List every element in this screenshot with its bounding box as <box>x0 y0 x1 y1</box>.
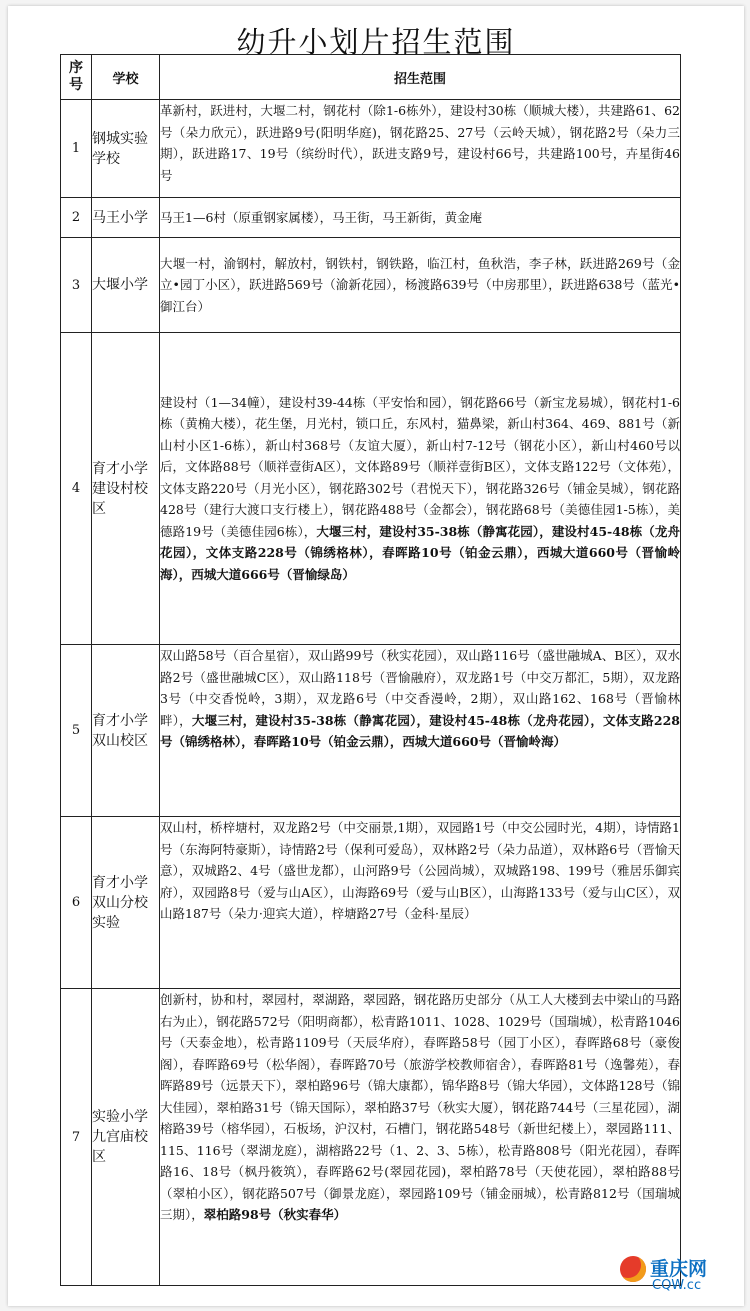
enrollment-range <box>160 100 681 198</box>
enrollment-range <box>160 333 681 645</box>
row-number: 1 <box>61 100 92 198</box>
range-text-bold: 大堰三村，建设村35-38栋（静寓花园），建设村45-48栋（龙舟花园），文体支路228号（锦绣格林），春晖路10号（铂金云鼎），西城大道660号（晋愉岭海） <box>160 712 680 749</box>
school-name: 钢城实验学校 <box>92 100 160 198</box>
row-number: 7 <box>61 989 92 1286</box>
row-number: 5 <box>61 645 92 817</box>
row-number: 6 <box>61 817 92 989</box>
watermark-name: 重庆网 <box>650 1258 708 1280</box>
table-header-row <box>61 55 681 100</box>
enrollment-range <box>160 238 681 333</box>
table-row <box>61 198 681 238</box>
school-name: 育才小学双山分校实验 <box>92 817 160 989</box>
enrollment-range <box>160 198 681 238</box>
watermark-url: CQW.cc <box>652 1278 702 1293</box>
header-school: 学校 <box>92 55 160 100</box>
range-text: 大堰一村，渝钢村，解放村，钢铁村，钢铁路，临江村，鱼秋浩，李子林，跃进路269号（金立•园丁小区），跃进路569号（渝新花园），杨渡路639号（中房那里），跃进路638号（蓝光•御江台） <box>160 255 680 314</box>
range-text: 革新村，跃进村，大堰二村，钢花村（除1-6栋外），建设村30栋（顺城大楼），共建路61、62号（朵力欣元），跃进路9号(阳明华庭)，钢花路25、27号（云岭天城），钢花路2号（朵力三期），跃进路17、19号（缤纷时代），跃进支路9号，建设村66号，共建路100号，卉星街46号 <box>160 103 680 183</box>
watermark <box>620 1252 730 1296</box>
row-number: 2 <box>61 198 92 238</box>
row-number: 4 <box>61 333 92 645</box>
school-name: 育才小学双山校区 <box>92 645 160 817</box>
watermark-logo-icon <box>620 1256 646 1282</box>
table-row <box>61 817 681 989</box>
range-text: 建设村（1—34幢），建设村39-44栋（平安怡和园），钢花路66号（新宝龙易城），钢花村1-6栋（黄桷大楼），花生堡，月光村，锁口丘，东风村，猫鼻梁，新山村364、469、881号（新山村小区1-6栋），新山村368号（友谊大厦），新山村7-12号（钢花小区），新山村460号以后，文体路88号（顺祥壹街A区），文体路89号（顺祥壹街B区），文体支路122号（文体苑），文体支路220号（月光小区），钢花路302号（君悦天下），钢花路326号（铺金昊城），钢花路428号（建行大渡口支行楼上），钢花路488号（金都会），钢花路68号（美德佳园1-5栋），美德路19号（美德佳园6栋）， <box>160 394 680 539</box>
range-text-bold: 大堰三村，建设村35-38栋（静寓花园），建设村45-48栋（龙舟花园），文体支路228号（锦绣格林），春晖路10号（铂金云鼎），西城大道660号（晋愉岭海），西城大道666号（晋愉绿岛） <box>160 523 680 582</box>
table-row <box>61 238 681 333</box>
range-text: 马王1—6村（原重钢家属楼），马王街，马王新街，黄金庵 <box>160 209 483 225</box>
range-text-bold: 翠柏路98号（秋实春华） <box>203 1207 347 1222</box>
range-text: 双山村，桥梓塘村，双龙路2号（中交丽景,1期），双园路1号（中交公园时光，4期），诗情路1号（东海阿特豪斯），诗情路2号（保利可爱岛），双林路2号（朵力品道），双林路6号（晋愉天意），双城路2、4号（盛世龙都），山河路9号（公园尚城），双城路198、199号（雅居乐御宾府），双园路8号（爱与山A区），山海路69号（爱与山B区），山海路133号（爱与山C区），双山路187号（朵力·迎宾大道），梓塘路27号（金科·星辰） <box>160 820 680 921</box>
table-row <box>61 100 681 198</box>
document-page <box>8 6 744 1306</box>
range-text: 双山路58号（百合星宿），双山路99号（秋实花园），双山路116号（盛世融城A、B区），双水路2号（盛世融城C区），双山路118号（晋愉融府），双龙路1号（中交万都汇，5期），双龙路3号（中交香悦岭，3期），双龙路6号（中交香漫岭，2期），双山路162、168号（晋愉林畔）， <box>160 648 680 728</box>
header-range: 招生范围 <box>160 55 681 100</box>
page-title: 幼升小划片招生范围 <box>236 25 516 59</box>
school-name: 实验小学九宫庙校区 <box>92 989 160 1286</box>
enrollment-range <box>160 817 681 989</box>
header-no: 序号 <box>61 55 92 100</box>
range-text: 创新村，协和村，翠园村，翠湖路，翠园路，钢花路历史部分（从工人大楼到去中梁山的马路右为止），钢花路572号（阳明商都），松青路1011、1028、1029号（国瑞城），松青路1046号（天泰金地），松青路1109号（天辰华府），春晖路58号（园丁小区），春晖路68号（豪俊阁），春晖路69号（松华阁），春晖路70号（旅游学校教师宿舍），春晖路81号（逸馨苑），春晖路89号（远景天下），翠柏路96号（锦大康都），锦华路8号（锦大华园），文体路128号（锦大佳园），翠柏路31号（锦天国际），翠柏路37号（秋实大厦），钢花路744号（三星花园），湖榕路39号（榕华园），石板场，沪汉村，石槽门，钢花路548号（新世纪楼上），翠园路111、115、116号（翠湖龙庭），湖榕路22号（1、2、3、5栋），松青路808号（阳光花园），春晖路16、18号（枫丹筱筑），春晖路62号(翠园花园)，翠柏路78号（天使花园），翠柏路88号（翠柏小区），钢花路507号（御景龙庭），翠园路109号（铺金丽城），松青路812号（国瑞城三期）， <box>160 992 680 1222</box>
school-name: 马王小学 <box>92 198 160 238</box>
table-body <box>61 100 681 1286</box>
table-row <box>61 989 681 1286</box>
enrollment-range <box>160 645 681 817</box>
row-number: 3 <box>61 238 92 333</box>
table-row <box>61 333 681 645</box>
enrollment-table <box>60 54 681 1286</box>
enrollment-range <box>160 989 681 1286</box>
school-name: 大堰小学 <box>92 238 160 333</box>
table-row <box>61 645 681 817</box>
school-name: 育才小学建设村校区 <box>92 333 160 645</box>
